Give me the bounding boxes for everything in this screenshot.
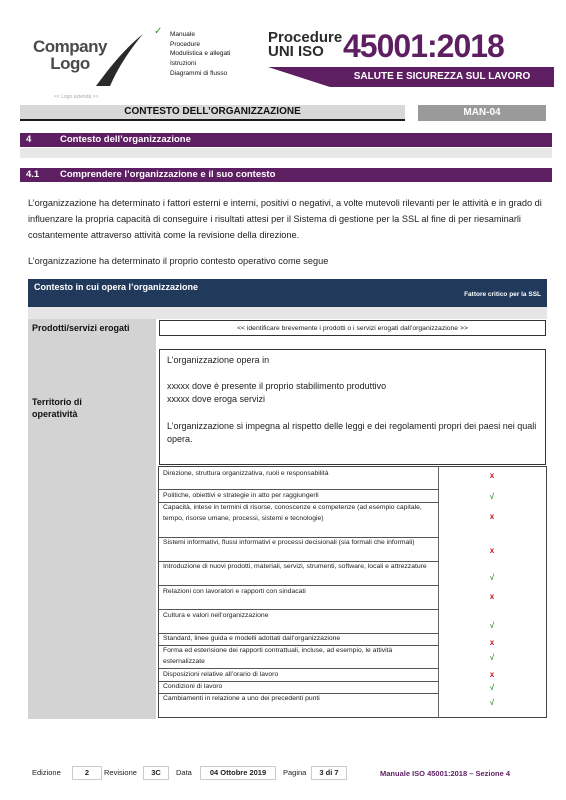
row-divider — [158, 609, 439, 610]
factor-row-text: Disposizioni relative all’orario di lavoro — [163, 671, 279, 678]
context-paragraph: L’organizzazione ha determinato il proprio contesto operativo come segue — [28, 256, 329, 266]
footer-page-label: Pagina — [283, 768, 307, 777]
products-field[interactable]: << identificare brevemente i prodotti o i servizi erogati dall’organizzazione >> — [159, 320, 546, 336]
factor-mark-no[interactable]: x — [489, 546, 495, 555]
row-divider — [158, 668, 439, 669]
factor-mark-yes[interactable]: √ — [489, 492, 495, 501]
footer-edition-value: 2 — [72, 766, 102, 780]
doc-type-modulistica[interactable]: Modulistica e allegati — [170, 50, 231, 58]
table-header-context: Contesto in cui opera l’organizzazione — [34, 282, 199, 292]
logo-line-1: Company — [33, 37, 107, 56]
brand-standard-number: 45001:2018 — [343, 28, 504, 64]
section-number: 4 — [26, 134, 32, 145]
factor-row-text: Relazioni con lavoratori e rapporti con sindacati — [163, 588, 306, 595]
factor-row-text: Introduzione di nuovi prodotti, materiali, servizi, strumenti, software, locali e attrezzature — [163, 563, 427, 570]
footer-page-value: 3 di 7 — [311, 766, 347, 780]
document-code: MAN-04 — [418, 105, 546, 121]
territory-field[interactable]: L’organizzazione opera in xxxxx dove è presente il proprio stabilimento produttivo xxxxx dove eroga servizi L’organizzazione si impegna al rispetto delle leggi e dei regolamenti propri dei paesi nei quali opera. — [159, 349, 546, 465]
factor-row-text: Politiche, obiettivi e strategie in atto per raggiungerli — [163, 492, 319, 499]
doc-type-istruzioni[interactable]: Istruzioni — [170, 60, 197, 68]
factor-row-text: Cambiamenti in relazione a uno dei precedenti punti — [163, 695, 320, 702]
factor-row-text: Condizioni di lavoro — [163, 683, 223, 690]
logo-swoosh-icon — [88, 30, 148, 90]
page-title: CONTESTO DELL’ORGANIZZAZIONE — [20, 105, 405, 121]
doc-type-diagrammi[interactable]: Diagrammi di flusso — [170, 69, 228, 77]
footer-date-value: 04 Ottobre 2019 — [200, 766, 276, 780]
brand-small-text: Procedure UNI ISO — [268, 29, 343, 60]
factor-mark-yes[interactable]: √ — [489, 573, 495, 582]
table-header-critical-factor: Fattore critico per la SSL — [464, 291, 541, 298]
row-divider — [158, 489, 439, 490]
section-title: Contesto dell’organizzazione — [60, 134, 191, 145]
section-number: 4.1 — [26, 169, 40, 180]
logo-caption: << Logo azienda >> — [54, 94, 99, 100]
logo-line-2: Logo — [50, 54, 90, 73]
check-icon: ✓ — [154, 26, 163, 37]
table-label-column — [28, 319, 156, 719]
row-divider — [158, 585, 439, 586]
footer-section: Manuale ISO 45001:2018 – Sezione 4 — [380, 769, 511, 778]
doc-type-procedure[interactable]: Procedure — [170, 40, 200, 48]
brand-band-slant — [268, 67, 330, 87]
intro-paragraph: L’organizzazione ha determinato i fattori esterni e interni, positivi o negativi, a volte mutevoli rilevanti per le attività e in grado di influenzare la propria capacità di conseguire i risultati attesi per il Sistema di gestione per la SSL al fine di per riesaminarli costantemente attraverso attività come la revisione della direzione. — [28, 198, 542, 240]
doc-type-manuale[interactable]: ✓ Manuale — [154, 26, 195, 38]
footer-date-label: Data — [176, 768, 192, 777]
factor-mark-no[interactable]: x — [489, 512, 495, 521]
table-spacer — [28, 307, 547, 319]
section-4-header — [20, 133, 552, 147]
factor-row-text: Forma ed estensione dei rapporti contrattuali, incluse, ad esempio, le attività esternalizzate — [163, 647, 393, 665]
factor-mark-yes[interactable]: √ — [489, 653, 495, 662]
factor-mark-no[interactable]: x — [489, 592, 495, 601]
footer-revision-label: Revisione — [104, 768, 137, 777]
products-label: Prodotti/servizi erogati — [32, 323, 130, 333]
document-type-list — [153, 26, 231, 79]
context-table-header — [28, 279, 547, 307]
factor-row-text: Direzione, struttura organizzativa, ruoli e responsabilità — [163, 470, 329, 477]
factor-mark-yes[interactable]: √ — [489, 621, 495, 630]
section-title: Comprendere l’organizzazione e il suo contesto — [60, 169, 276, 180]
factor-row-text: Standard, linee guida e modelli adottati dall’organizzazione — [163, 635, 341, 642]
section-spacer — [20, 148, 552, 158]
footer-revision-value: 3C — [143, 766, 169, 780]
section-4-1-header — [20, 168, 552, 182]
factor-mark-no[interactable]: x — [489, 670, 495, 679]
factor-mark-yes[interactable]: √ — [489, 698, 495, 707]
factor-mark-no[interactable]: x — [489, 638, 495, 647]
factor-row-text: Sistemi informativi, flussi informativi e processi decisionali (sia formali che informali) — [163, 539, 415, 546]
brand-band: SALUTE E SICUREZZA SUL LAVORO — [330, 67, 554, 87]
territory-label: Territorio di operatività — [32, 397, 82, 419]
factor-row-text: Cultura e valori nell’organizzazione — [163, 612, 269, 619]
factor-mark-no[interactable]: x — [489, 471, 495, 480]
factor-row-text: Capacità, intese in termini di risorse, conoscenze e competenze (ad esempio capitale, tempo, risorse umane, processi, sistemi e tecnologie) — [163, 504, 422, 522]
factor-mark-yes[interactable]: √ — [489, 683, 495, 692]
footer-edition-label: Edizione — [32, 768, 61, 777]
